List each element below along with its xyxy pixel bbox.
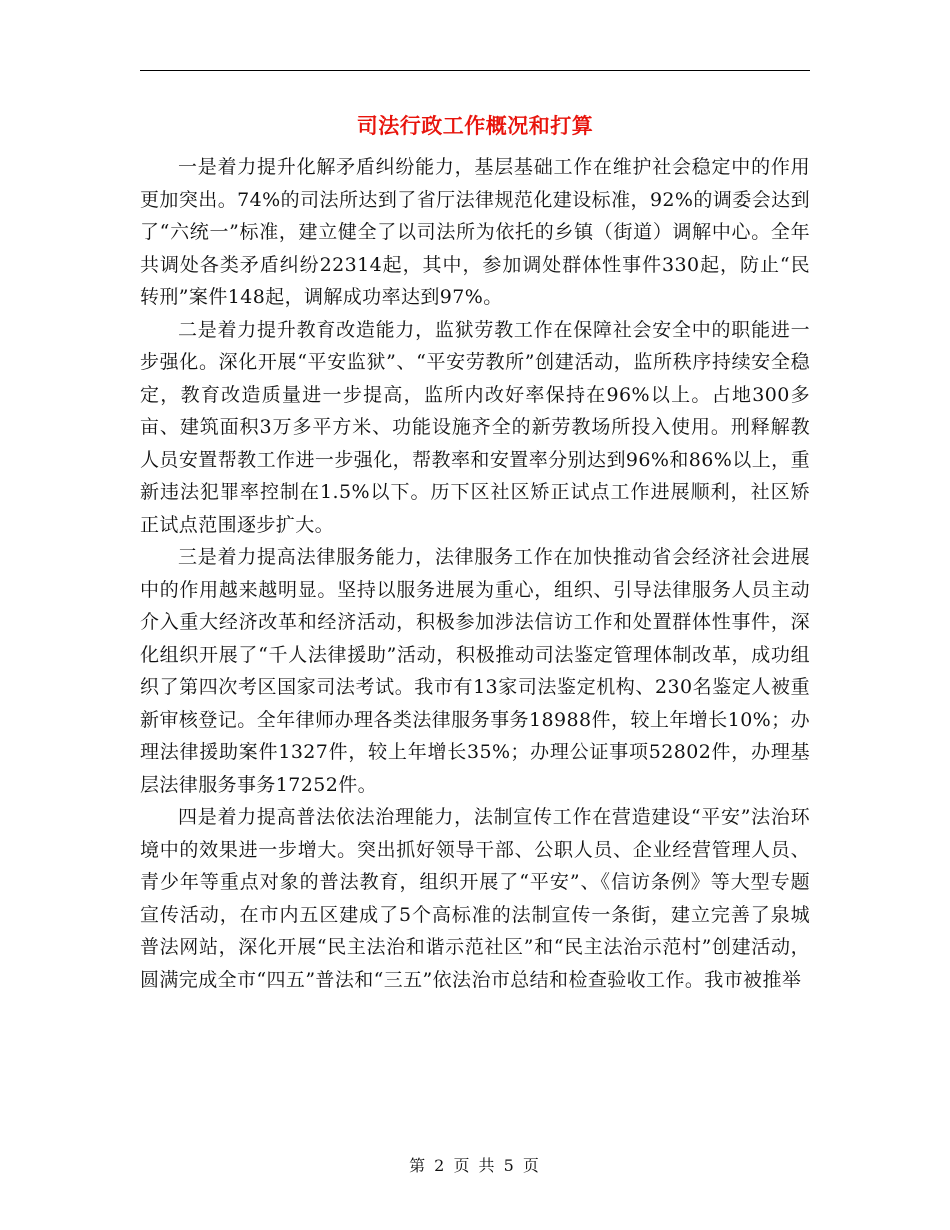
page-footer xyxy=(0,1155,950,1177)
paragraph-1: 一是着力提升化解矛盾纠纷能力，基层基础工作在维护社会稳定中的作用更加突出。74%的司法所达到了省厅法律规范化建设标准，92%的调委会达到了“六统一”标准，建立健全了以司法所为依托的乡镇（街道）调解中心。全年共调处各类矛盾纠纷22314起，其中，参加调处群体性事件330起，防止“民转刑”案件148起，调解成功率达到97%。 xyxy=(140,156,810,308)
document-body xyxy=(140,151,810,996)
page-indicator: 第 2 页 共 5 页 xyxy=(409,1156,541,1175)
document-title: 司法行政工作概况和打算 xyxy=(356,114,594,138)
paragraph-2: 二是着力提升教育改造能力，监狱劳教工作在保障社会安全中的职能进一步强化。深化开展“平安监狱”、“平安劳教所”创建活动，监所秩序持续安全稳定，教育改造质量进一步提高，监所内改好率保持在96%以上。占地300多亩、建筑面积3万多平方米、功能设施齐全的新劳教场所投入使用。刑释解教人员安置帮教工作进一步强化，帮教率和安置率分别达到96%和86%以上，重新违法犯罪率控制在1.5%以下。历下区社区矫正试点工作进展顺利，社区矫正试点范围逐步扩大。 xyxy=(140,318,810,536)
paragraph-4: 四是着力提高普法依法治理能力，法制宣传工作在营造建设“平安”法治环境中的效果进一步增大。突出抓好领导干部、公职人员、企业经营管理人员、青少年等重点对象的普法教育，组织开展了“平安”、《信访条例》等大型专题宣传活动，在市内五区建成了5个高标准的法制宣传一条街，建立完善了泉城普法网站，深化开展“民主法治和谐示范社区”和“民主法治示范村”创建活动，圆满完成全市“四五”普法和“三五”依法治市总结和检查验收工作。我市被推举 xyxy=(140,806,810,991)
paragraph-3: 三是着力提高法律服务能力，法律服务工作在加快推动省会经济社会进展中的作用越来越明显。坚持以服务进展为重心，组织、引导法律服务人员主动介入重大经济改革和经济活动，积极参加涉法信访工作和处置群体性事件，深化组织开展了“千人法律援助”活动，积极推动司法鉴定管理体制改革，成功组织了第四次考区国家司法考试。我市有13家司法鉴定机构、230名鉴定人被重新审核登记。全年律师办理各类法律服务事务18988件，较上年增长10%；办理法律援助案件1327件，较上年增长35%；办理公证事项52802件，办理基层法律服务事务17252件。 xyxy=(140,546,810,796)
header-rule xyxy=(140,70,810,71)
